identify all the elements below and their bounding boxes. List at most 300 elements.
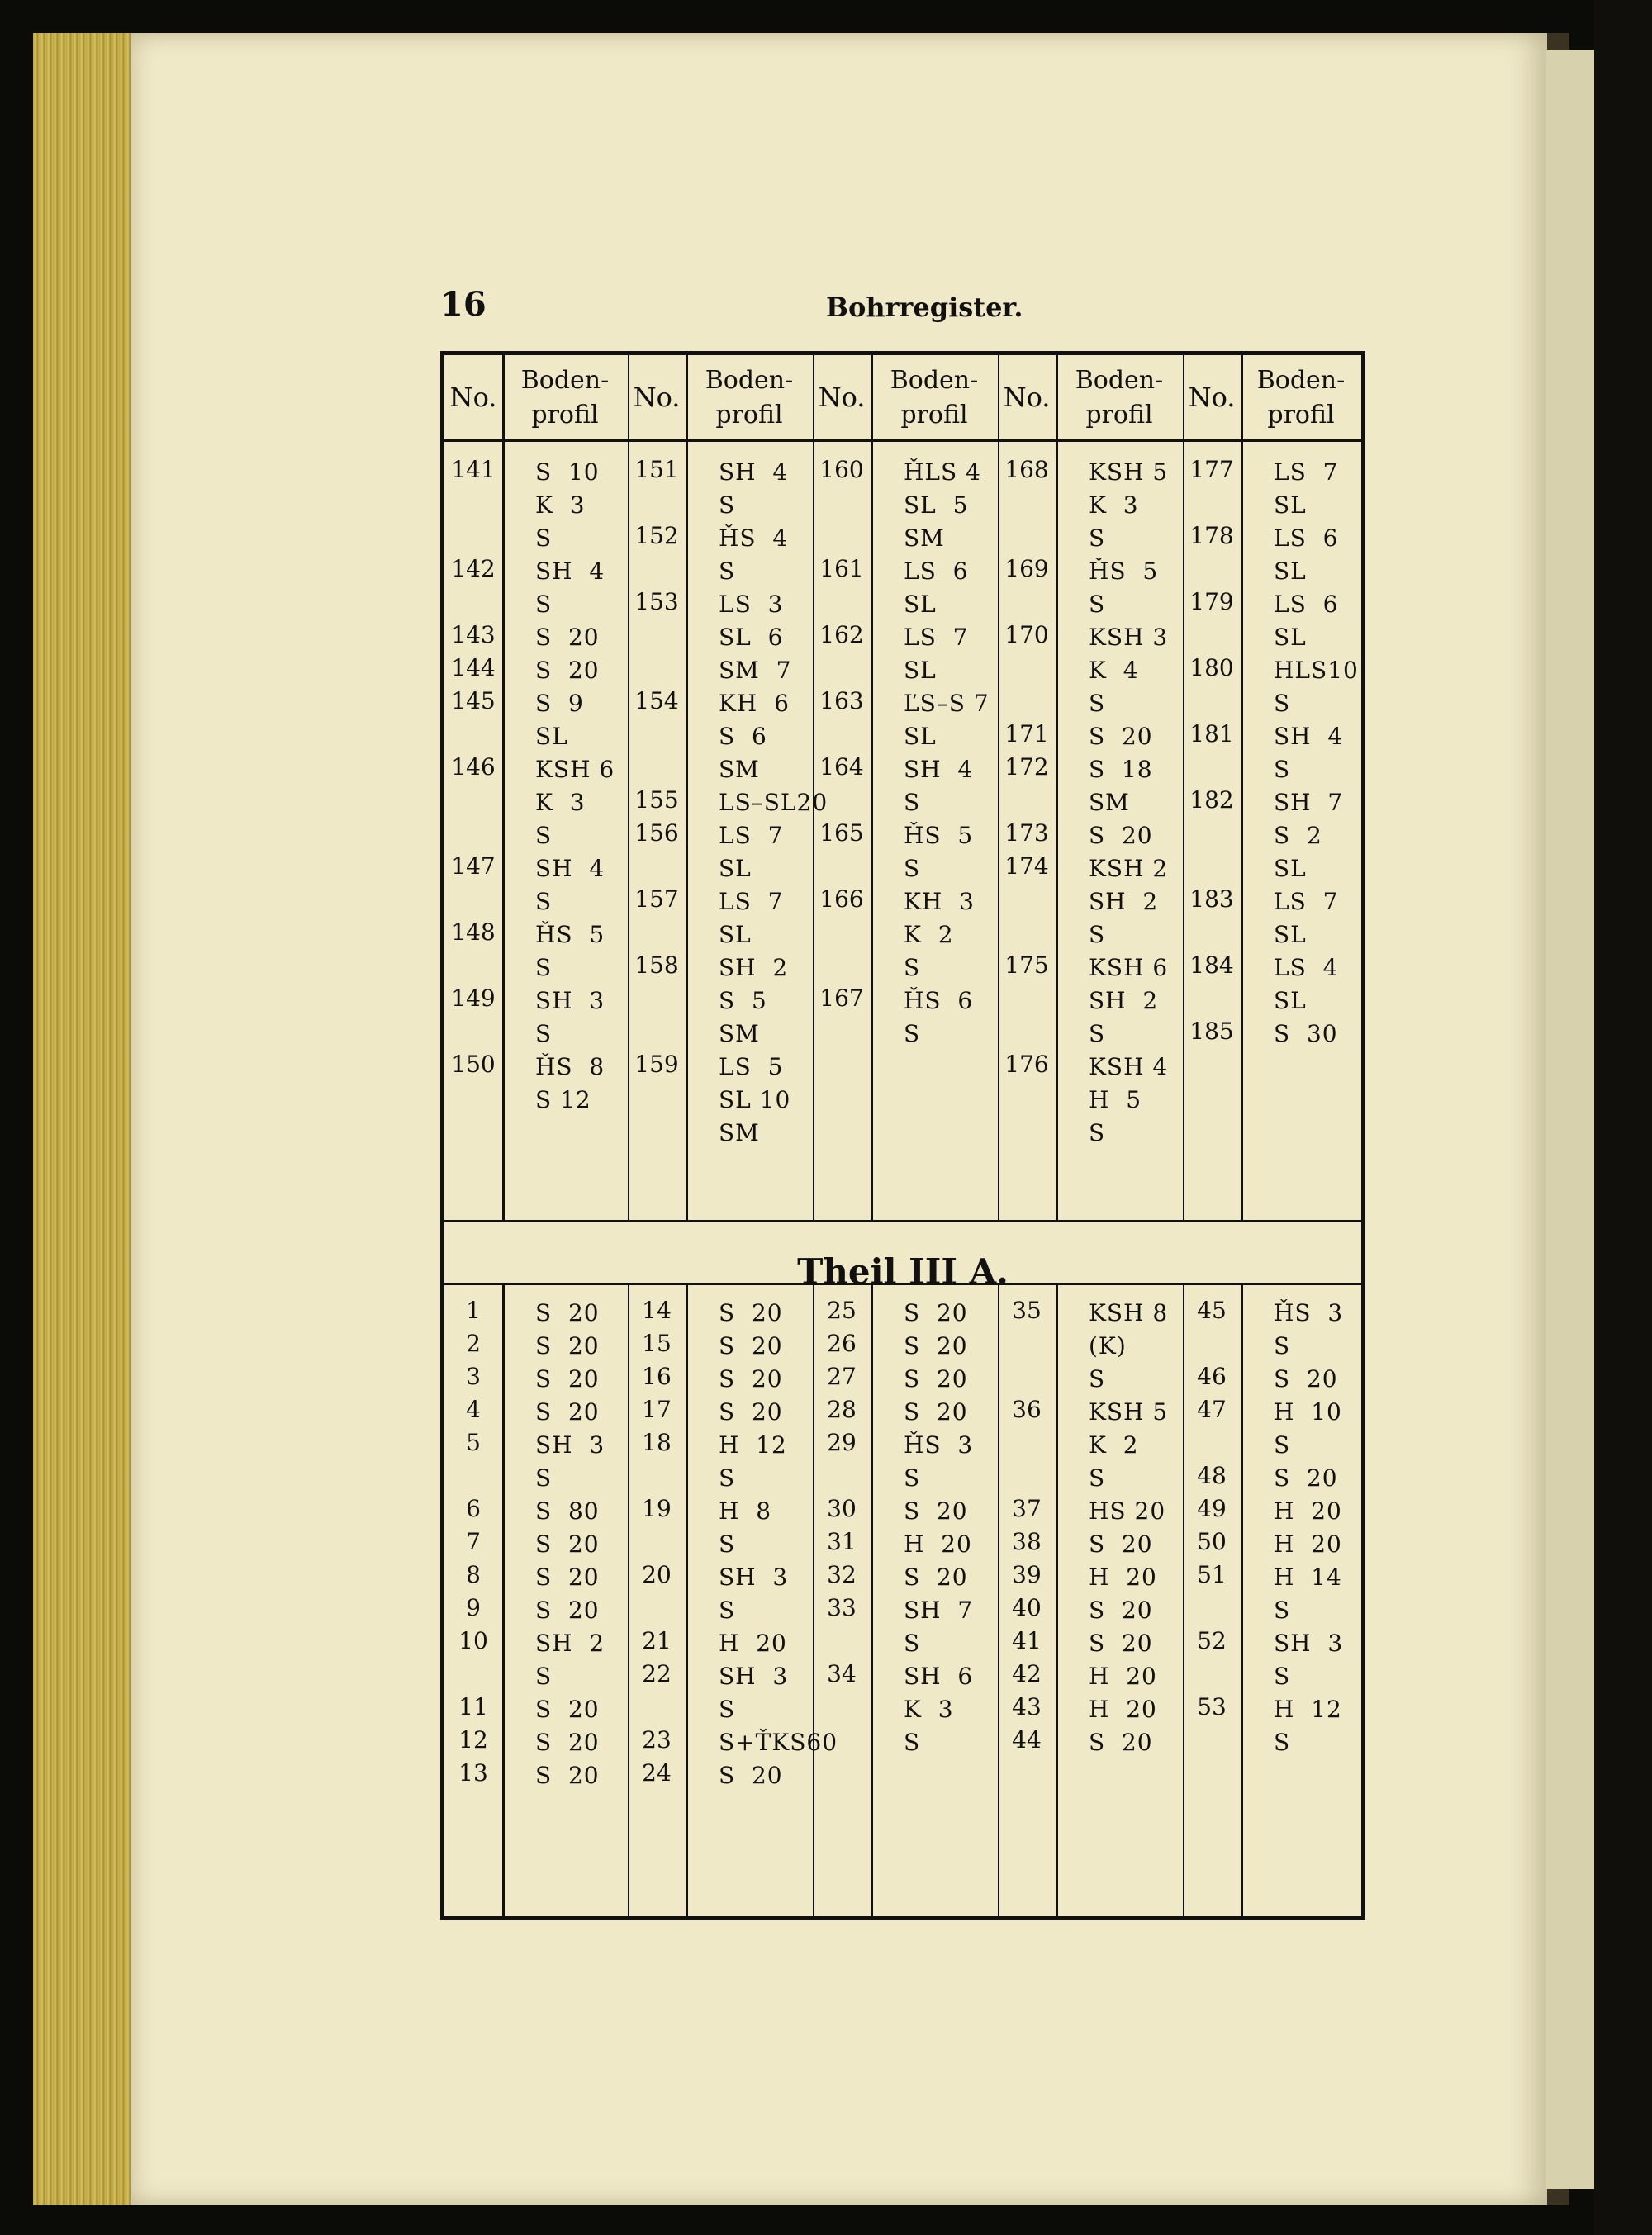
entry-number: 34 — [827, 1660, 857, 1687]
profile-layer: LS 7 — [719, 888, 784, 915]
entry-number: 31 — [827, 1528, 857, 1555]
profile-layer: LS 5 — [719, 1053, 784, 1080]
profile-layer: ȞLS 4 — [904, 458, 981, 486]
entry-number: 182 — [1189, 786, 1234, 814]
entry-number: 167 — [819, 985, 864, 1012]
entry-profile — [719, 1051, 876, 1150]
profile-layer: SH 2 — [1089, 888, 1159, 915]
profile-layer: S — [1089, 1464, 1106, 1492]
entry-number: 21 — [642, 1627, 672, 1654]
entry-profile — [904, 985, 1061, 1051]
profile-layer: S — [1089, 524, 1106, 552]
entry-number: 173 — [1004, 819, 1049, 847]
profile-layer: HLS10 — [1274, 657, 1359, 684]
book-gutter — [1594, 0, 1652, 2235]
profile-layer: S 20 — [535, 1696, 600, 1723]
profile-layer: SL — [1274, 855, 1307, 882]
entry-profile — [1274, 1495, 1431, 1528]
profile-layer: S 2 — [1274, 822, 1322, 849]
entry-number: 19 — [642, 1495, 672, 1522]
entry-profile — [1274, 951, 1431, 1018]
entry-profile — [1274, 588, 1431, 654]
profile-layer: S 20 — [535, 1597, 600, 1624]
profile-layer: S 20 — [719, 1332, 783, 1360]
profile-layer: SL — [719, 855, 752, 882]
profile-layer: S — [1274, 1431, 1291, 1459]
profile-layer: SM — [904, 524, 945, 552]
profile-layer: H 10 — [1274, 1398, 1342, 1426]
profile-layer: K 4 — [1089, 657, 1139, 684]
entry-number: 185 — [1189, 1018, 1234, 1045]
profile-layer: S — [535, 591, 553, 618]
entry-number: 38 — [1012, 1528, 1042, 1555]
entry-number: 36 — [1012, 1396, 1042, 1423]
profile-layer: S 20 — [535, 1299, 600, 1326]
entry-number: 176 — [1004, 1051, 1049, 1078]
profile-layer: SH 2 — [535, 1630, 605, 1657]
entry-number: 148 — [451, 918, 496, 946]
entry-profile — [1274, 1018, 1431, 1051]
entry-number: 155 — [634, 786, 679, 814]
profile-layer: SL — [904, 591, 937, 618]
entry-number: 162 — [819, 621, 864, 648]
entry-number: 5 — [466, 1429, 481, 1456]
entry-number: 2 — [466, 1330, 481, 1357]
profile-layer: SL — [1274, 558, 1307, 585]
profile-layer: S — [1274, 690, 1291, 717]
profile-layer: SL 5 — [904, 491, 969, 519]
entry-profile — [1274, 1396, 1431, 1462]
entry-number: 40 — [1012, 1594, 1042, 1621]
entry-number: 146 — [451, 753, 496, 781]
profile-layer: SL — [1274, 921, 1307, 948]
profile-layer: LS 7 — [904, 624, 969, 651]
entry-number: 50 — [1197, 1528, 1227, 1555]
profile-layer: S 20 — [1274, 1464, 1338, 1492]
profile-layer: S 20 — [904, 1365, 968, 1393]
profile-layer: K 3 — [535, 491, 586, 519]
profile-layer: SL — [535, 723, 568, 750]
entry-number: 177 — [1189, 456, 1234, 483]
profile-layer: S — [1089, 690, 1106, 717]
entry-number: 17 — [642, 1396, 672, 1423]
header-bodenprofil: Boden- profil — [705, 366, 794, 429]
entry-number: 178 — [1189, 522, 1234, 549]
profile-layer: S — [1089, 591, 1106, 618]
entry-number: 48 — [1197, 1462, 1227, 1489]
profile-layer: S — [1089, 1119, 1106, 1146]
profile-layer: KSH 6 — [535, 756, 615, 783]
profile-layer: KSH 4 — [1089, 1053, 1169, 1080]
profile-layer: SM 7 — [719, 657, 792, 684]
entry-number: 172 — [1004, 753, 1049, 781]
entry-number: 4 — [466, 1396, 481, 1423]
profile-layer: S — [535, 954, 553, 981]
profile-layer: S — [535, 524, 553, 552]
entry-number: 24 — [642, 1759, 672, 1787]
entry-profile — [1274, 1627, 1431, 1693]
profile-layer: LS 7 — [719, 822, 784, 849]
entry-number: 22 — [642, 1660, 672, 1687]
profile-layer: LS 7 — [1274, 458, 1339, 486]
entry-profile — [1274, 885, 1431, 951]
entry-profile — [904, 1330, 1061, 1363]
profile-layer: SL — [1274, 624, 1307, 651]
profile-layer: H 12 — [719, 1431, 787, 1459]
entry-number: 14 — [642, 1297, 672, 1324]
profile-layer: KSH 6 — [1089, 954, 1169, 981]
profile-layer: S 12 — [535, 1086, 591, 1113]
entry-profile — [535, 985, 692, 1051]
profile-layer: SM — [719, 1119, 760, 1146]
entry-profile — [719, 1726, 876, 1759]
profile-layer: LS–SL20 — [719, 789, 828, 816]
profile-layer: K 2 — [904, 921, 954, 948]
entry-number: 181 — [1189, 720, 1234, 747]
profile-layer: H 5 — [1089, 1086, 1142, 1113]
entry-profile — [719, 786, 876, 819]
profile-layer: SH 3 — [719, 1663, 789, 1690]
entry-number: 149 — [451, 985, 496, 1012]
entry-number: 152 — [634, 522, 679, 549]
entry-profile — [1274, 522, 1431, 588]
profile-layer: S 20 — [719, 1299, 783, 1326]
profile-layer: S 18 — [1089, 756, 1153, 783]
profile-layer: K 2 — [1089, 1431, 1139, 1459]
profile-layer: S 20 — [1089, 1630, 1153, 1657]
entry-number: 8 — [466, 1561, 481, 1588]
entry-number: 154 — [634, 687, 679, 714]
profile-layer: ȞS 5 — [904, 822, 974, 849]
profile-layer: SH 4 — [1274, 723, 1344, 750]
profile-layer: S 9 — [535, 690, 584, 717]
entry-profile — [535, 621, 692, 654]
entry-number: 16 — [642, 1363, 672, 1390]
profile-layer: K 3 — [535, 789, 586, 816]
profile-layer: HS 20 — [1089, 1497, 1166, 1525]
entry-number: 157 — [634, 885, 679, 913]
profile-layer: LS 3 — [719, 591, 784, 618]
profile-layer: SH 7 — [904, 1597, 974, 1624]
entry-number: 160 — [819, 456, 864, 483]
entry-profile — [1089, 1660, 1246, 1693]
header-no: No. — [633, 382, 681, 413]
entry-profile — [535, 1528, 692, 1561]
entry-number: 27 — [827, 1363, 857, 1390]
profile-layer: LS 6 — [904, 558, 969, 585]
profile-layer: H 20 — [1089, 1696, 1157, 1723]
entry-number: 29 — [827, 1429, 857, 1456]
header-no: No. — [1188, 382, 1236, 413]
page-number: 16 — [440, 285, 487, 324]
profile-layer: S 20 — [535, 1398, 600, 1426]
entry-number: 35 — [1012, 1297, 1042, 1324]
entry-profile — [535, 1594, 692, 1627]
entry-number: 53 — [1197, 1693, 1227, 1720]
entry-number: 180 — [1189, 654, 1234, 681]
profile-layer: SH 3 — [719, 1564, 789, 1591]
entry-profile — [1274, 1693, 1431, 1759]
entry-number: 32 — [827, 1561, 857, 1588]
profile-layer: S — [535, 822, 553, 849]
profile-layer: S+ŤKS60 — [719, 1729, 838, 1756]
profile-layer: S — [719, 1530, 736, 1558]
header-bodenprofil: Boden- profil — [890, 366, 979, 429]
entry-number: 10 — [458, 1627, 488, 1654]
profile-layer: S 20 — [719, 1398, 783, 1426]
entry-number: 46 — [1197, 1363, 1227, 1390]
profile-layer: SH 7 — [1274, 789, 1344, 816]
profile-layer: S — [719, 1696, 736, 1723]
profile-layer: S — [904, 789, 921, 816]
profile-layer: S 20 — [719, 1365, 783, 1393]
profile-layer: H 20 — [904, 1530, 972, 1558]
entry-number: 171 — [1004, 720, 1049, 747]
entry-profile — [1274, 786, 1431, 885]
profile-layer: S 20 — [904, 1332, 968, 1360]
profile-layer: SL — [1274, 491, 1307, 519]
entry-number: 30 — [827, 1495, 857, 1522]
profile-layer: SH 4 — [535, 558, 605, 585]
profile-layer: ȞS 8 — [535, 1053, 605, 1080]
profile-layer: H 20 — [719, 1630, 787, 1657]
entry-number: 49 — [1197, 1495, 1227, 1522]
entry-number: 12 — [458, 1726, 488, 1753]
profile-layer: SH 2 — [719, 954, 789, 981]
profile-layer: S — [719, 1597, 736, 1624]
profile-layer: SM — [1089, 789, 1130, 816]
profile-layer: H 12 — [1274, 1696, 1342, 1723]
entry-number: 168 — [1004, 456, 1049, 483]
profile-layer: S 20 — [1089, 1530, 1153, 1558]
entry-profile — [1089, 1726, 1246, 1759]
entry-number: 51 — [1197, 1561, 1227, 1588]
profile-layer: S — [904, 1020, 921, 1047]
entry-number: 18 — [642, 1429, 672, 1456]
entry-number: 145 — [451, 687, 496, 714]
entry-number: 170 — [1004, 621, 1049, 648]
part-heading: Theil III A. — [797, 1251, 1009, 1292]
profile-layer: S 20 — [535, 1530, 600, 1558]
profile-layer: S 20 — [535, 657, 600, 684]
profile-layer: (K) — [1089, 1332, 1127, 1360]
profile-layer: S 20 — [535, 1729, 600, 1756]
profile-layer: K 3 — [1089, 491, 1139, 519]
profile-layer: S — [535, 888, 553, 915]
profile-layer: S — [1274, 1332, 1291, 1360]
entry-profile — [719, 1627, 876, 1660]
profile-layer: SL — [719, 921, 752, 948]
profile-layer: H 20 — [1089, 1564, 1157, 1591]
entry-profile — [904, 1363, 1061, 1396]
profile-layer: S — [904, 1729, 921, 1756]
entry-number: 13 — [458, 1759, 488, 1787]
profile-layer: S 10 — [535, 458, 600, 486]
profile-layer: S — [1274, 1597, 1291, 1624]
profile-layer: S — [1274, 1663, 1291, 1690]
profile-layer: K 3 — [904, 1696, 954, 1723]
profile-layer: S — [535, 1663, 553, 1690]
profile-layer: S — [535, 1464, 553, 1492]
profile-layer: S 20 — [535, 1365, 600, 1393]
entry-profile — [1274, 654, 1431, 720]
entry-number: 25 — [827, 1297, 857, 1324]
entry-number: 175 — [1004, 951, 1049, 979]
profile-layer: ȞS 3 — [1274, 1299, 1344, 1326]
entry-number: 37 — [1012, 1495, 1042, 1522]
entry-profile — [1274, 1561, 1431, 1627]
profile-layer: S — [1089, 1365, 1106, 1393]
profile-layer: KH 3 — [904, 888, 975, 915]
entry-number: 143 — [451, 621, 496, 648]
profile-layer: S 5 — [719, 987, 767, 1014]
page-edges — [33, 33, 132, 2205]
profile-layer: S 20 — [1089, 723, 1153, 750]
entry-number: 142 — [451, 555, 496, 582]
profile-layer: SM — [719, 1020, 760, 1047]
profile-layer: S — [904, 855, 921, 882]
entry-number: 147 — [451, 852, 496, 880]
profile-layer: ȞS 3 — [904, 1431, 974, 1459]
entry-number: 52 — [1197, 1627, 1227, 1654]
profile-layer: S 6 — [719, 723, 767, 750]
profile-layer: H 8 — [719, 1497, 772, 1525]
entry-number: 42 — [1012, 1660, 1042, 1687]
entry-profile — [535, 654, 692, 687]
profile-layer: S 20 — [1274, 1365, 1338, 1393]
profile-layer: SH 4 — [904, 756, 974, 783]
entry-profile — [1089, 819, 1246, 852]
profile-layer: S — [904, 1464, 921, 1492]
entry-number: 28 — [827, 1396, 857, 1423]
entry-number: 7 — [466, 1528, 481, 1555]
profile-layer: S 30 — [1274, 1020, 1338, 1047]
profile-layer: S 20 — [719, 1762, 783, 1789]
entry-number: 169 — [1004, 555, 1049, 582]
entry-number: 156 — [634, 819, 679, 847]
entry-number: 3 — [466, 1363, 481, 1390]
profile-layer: S — [719, 1464, 736, 1492]
entry-number: 45 — [1197, 1297, 1227, 1324]
profile-layer: KH 6 — [719, 690, 790, 717]
profile-layer: S 20 — [1089, 822, 1153, 849]
profile-layer: ȞS 4 — [719, 524, 789, 552]
running-title: Bohrregister. — [826, 292, 1023, 323]
entry-number: 183 — [1189, 885, 1234, 913]
profile-layer: SH 4 — [719, 458, 789, 486]
header-no: No. — [449, 382, 497, 413]
profile-layer: S — [1274, 756, 1291, 783]
entry-number: 161 — [819, 555, 864, 582]
entry-number: 150 — [451, 1051, 496, 1078]
entry-number: 15 — [642, 1330, 672, 1357]
profile-layer: KSH 3 — [1089, 624, 1169, 651]
entry-number: 11 — [458, 1693, 488, 1720]
profile-layer: KSH 8 — [1089, 1299, 1169, 1326]
profile-layer: ĽS–S 7 — [904, 690, 990, 717]
profile-layer: KSH 2 — [1089, 855, 1169, 882]
entry-number: 26 — [827, 1330, 857, 1357]
entry-profile — [1274, 1462, 1431, 1495]
entry-number: 159 — [634, 1051, 679, 1078]
entry-number: 43 — [1012, 1693, 1042, 1720]
profile-layer: S — [719, 491, 736, 519]
profile-layer: SH 2 — [1089, 987, 1159, 1014]
header-bodenprofil: Boden- profil — [520, 366, 610, 429]
header-rule — [444, 439, 1361, 442]
profile-layer: S 20 — [904, 1564, 968, 1591]
profile-layer: S — [904, 954, 921, 981]
profile-layer: LS 6 — [1274, 524, 1339, 552]
entry-profile — [1274, 1528, 1431, 1561]
profile-layer: SH 4 — [535, 855, 605, 882]
profile-layer: ȞS 5 — [535, 921, 605, 948]
profile-layer: S — [535, 1020, 553, 1047]
entry-number: 39 — [1012, 1561, 1042, 1588]
entry-profile — [1089, 1594, 1246, 1627]
profile-layer: S 20 — [1089, 1729, 1153, 1756]
profile-layer: SH 3 — [535, 987, 605, 1014]
profile-layer: S 20 — [535, 624, 600, 651]
entry-number: 153 — [634, 588, 679, 615]
profile-layer: S 20 — [535, 1332, 600, 1360]
entry-number: 166 — [819, 885, 864, 913]
entry-number: 44 — [1012, 1726, 1042, 1753]
header-no: No. — [818, 382, 866, 413]
profile-layer: SM — [719, 756, 760, 783]
entry-profile — [1274, 1363, 1431, 1396]
profile-layer: S — [1274, 1729, 1291, 1756]
entry-number: 184 — [1189, 951, 1234, 979]
profile-layer: H 20 — [1089, 1663, 1157, 1690]
profile-layer: S — [904, 1630, 921, 1657]
profile-layer: KSH 5 — [1089, 458, 1169, 486]
profile-layer: S — [1089, 1020, 1106, 1047]
header-bodenprofil: Boden- profil — [1075, 366, 1164, 429]
header-bodenprofil: Boden- profil — [1256, 366, 1346, 429]
entry-number: 158 — [634, 951, 679, 979]
entry-number: 179 — [1189, 588, 1234, 615]
entry-number: 151 — [634, 456, 679, 483]
entry-number: 174 — [1004, 852, 1049, 880]
profile-layer: SL — [1274, 987, 1307, 1014]
column-rule — [502, 355, 505, 1920]
profile-layer: H 20 — [1274, 1497, 1342, 1525]
entry-profile — [1274, 720, 1431, 786]
entry-number: 6 — [466, 1495, 481, 1522]
entry-number: 1 — [466, 1297, 481, 1324]
next-page-edge — [1546, 50, 1596, 2189]
profile-layer: SL 6 — [719, 624, 784, 651]
profile-layer: S — [1089, 921, 1106, 948]
profile-layer: SL — [904, 723, 937, 750]
entry-number: 141 — [451, 456, 496, 483]
entry-number: 163 — [819, 687, 864, 714]
profile-layer: SL — [904, 657, 937, 684]
entry-profile — [1089, 1051, 1246, 1150]
entry-profile — [904, 1429, 1061, 1495]
entry-number: 47 — [1197, 1396, 1227, 1423]
profile-layer: SH 3 — [1274, 1630, 1344, 1657]
profile-layer: LS 6 — [1274, 591, 1339, 618]
entry-profile — [1274, 1297, 1431, 1363]
entry-number: 144 — [451, 654, 496, 681]
header-no: No. — [1003, 382, 1051, 413]
entry-profile — [719, 1759, 876, 1792]
profile-layer: SL 10 — [719, 1086, 791, 1113]
entry-number: 9 — [466, 1594, 481, 1621]
profile-layer: S 20 — [535, 1762, 600, 1789]
